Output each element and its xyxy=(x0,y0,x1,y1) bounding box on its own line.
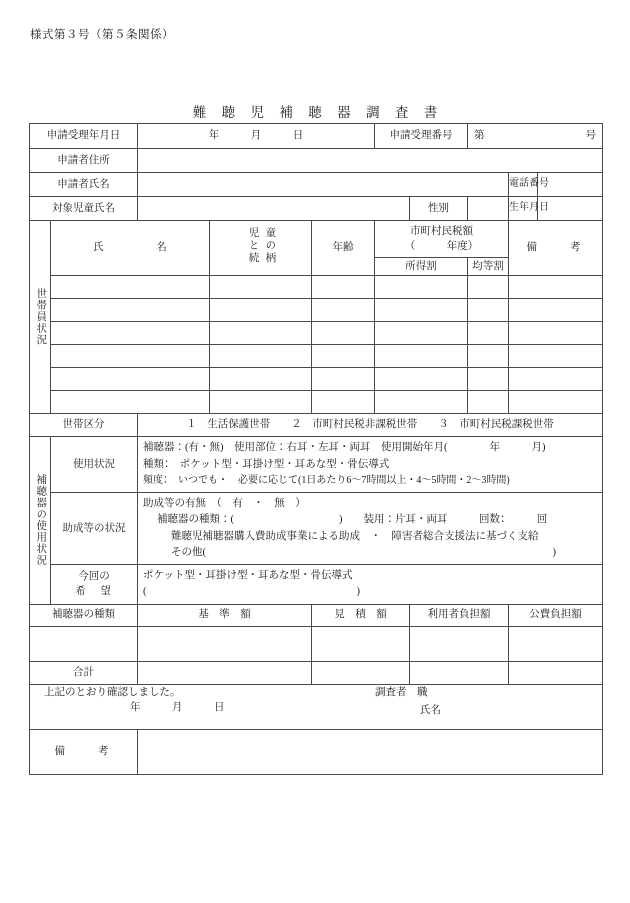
household-header-relation: 児と続 童の柄 xyxy=(210,221,312,276)
household-cell-name[interactable] xyxy=(51,322,210,345)
row-request xyxy=(30,565,603,605)
household-cell-name[interactable] xyxy=(51,345,210,368)
subsidy-line-2: 補聴器の種類：( ) 装用：片耳・両耳 回数： 回 xyxy=(157,514,548,526)
household-cell-age[interactable] xyxy=(312,345,375,368)
household-cell-tax-income[interactable] xyxy=(375,368,468,391)
row-applicant-address xyxy=(30,149,603,173)
cost-header-public-burden: 公費負担額 xyxy=(509,604,603,626)
cost-cell-type[interactable] xyxy=(30,626,138,661)
household-category-label: 世帯区分 xyxy=(30,414,138,437)
household-cell-age[interactable] xyxy=(312,368,375,391)
cost-header-type: 補聴器の種類 xyxy=(30,604,138,626)
form-number: 様式第３号（第５条関係） xyxy=(30,29,174,41)
usage-line-2: 種類： ポケット型・耳掛け型・耳あな型・骨伝導式 xyxy=(143,458,390,470)
household-cell-tax-percapita[interactable] xyxy=(468,276,509,299)
household-cell-remarks[interactable] xyxy=(509,368,603,391)
request-line-2: ( ) xyxy=(143,586,361,598)
household-cell-age[interactable] xyxy=(312,391,375,414)
household-cell-name[interactable] xyxy=(51,299,210,322)
child-name-field[interactable] xyxy=(138,197,410,221)
table-row xyxy=(30,322,603,345)
household-cell-remarks[interactable] xyxy=(509,391,603,414)
household-header-remarks: 備 考 xyxy=(509,221,603,276)
household-cell-tax-percapita[interactable] xyxy=(468,345,509,368)
row-confirmation xyxy=(30,684,603,729)
table-row xyxy=(30,368,603,391)
receipt-date-label: 申請受理年月日 xyxy=(30,124,138,149)
receipt-number-label: 申請受理番号 xyxy=(375,124,468,149)
table-row xyxy=(30,276,603,299)
cost-header-standard: 基 準 額 xyxy=(138,604,312,626)
household-cell-remarks[interactable] xyxy=(509,299,603,322)
household-cell-age[interactable] xyxy=(312,322,375,345)
household-cell-name[interactable] xyxy=(51,276,210,299)
household-header-tax-income: 所得割 xyxy=(375,258,468,276)
table-row xyxy=(30,345,603,368)
household-cell-tax-percapita[interactable] xyxy=(468,368,509,391)
household-header-name: 氏 名 xyxy=(51,221,210,276)
remarks-label: 備 考 xyxy=(30,729,138,774)
request-label: 今回の 希 望 xyxy=(51,565,138,605)
confirmation-statement: 上記のとおり確認しました。 xyxy=(44,686,181,698)
household-cell-tax-income[interactable] xyxy=(375,322,468,345)
receipt-number-prefix: 第 xyxy=(474,130,485,142)
row-household-category xyxy=(30,414,603,437)
birthdate-label: 生年月日 xyxy=(509,197,538,221)
applicant-name-field[interactable] xyxy=(138,173,509,197)
table-row xyxy=(30,626,603,661)
household-cell-remarks[interactable] xyxy=(509,276,603,299)
household-cell-tax-percapita[interactable] xyxy=(468,391,509,414)
row-usage-status xyxy=(30,437,603,493)
receipt-number-unit: 号 xyxy=(585,130,597,142)
household-cell-tax-income[interactable] xyxy=(375,391,468,414)
hearing-aid-side-label: 補聴器の使用状況 xyxy=(30,437,51,605)
household-header-tax: 市町村民税額 （ 年度） xyxy=(375,221,509,258)
confirmation-block[interactable] xyxy=(30,684,603,729)
usage-status-label: 使用状況 xyxy=(51,437,138,493)
usage-status-content[interactable] xyxy=(138,437,603,493)
subsidy-line-4: その他( ) xyxy=(171,546,557,558)
page-title: 難 聴 児 補 聴 器 調 査 書 xyxy=(192,105,444,120)
household-cell-relation[interactable] xyxy=(210,391,312,414)
subsidy-line-3: 難聴児補聴器購入費助成事業による助成 ・ 障害者総合支援法に基づく支給 xyxy=(171,530,539,542)
row-receipt xyxy=(30,124,603,149)
household-cell-tax-income[interactable] xyxy=(375,299,468,322)
subsidy-line-1: 助成等の有無 （ 有 ・ 無 ） xyxy=(143,498,306,509)
receipt-date-field[interactable]: 年 月 日 xyxy=(138,124,375,149)
subsidy-status-label: 助成等の状況 xyxy=(51,493,138,565)
gender-label: 性別 xyxy=(410,197,468,221)
household-cell-name[interactable] xyxy=(51,368,210,391)
remarks-field[interactable] xyxy=(138,729,603,774)
household-cell-remarks[interactable] xyxy=(509,345,603,368)
usage-line-1: 補聴器：(有・無) 使用部位：右耳・左耳・両耳 使用開始年月( 年 月) xyxy=(143,442,546,454)
household-cell-age[interactable] xyxy=(312,299,375,322)
cost-header-user-burden: 利用者負担額 xyxy=(410,604,509,626)
household-cell-relation[interactable] xyxy=(210,322,312,345)
row-subsidy-status xyxy=(30,493,603,565)
applicant-address-field[interactable] xyxy=(138,149,603,173)
household-cell-relation[interactable] xyxy=(210,276,312,299)
cost-cell-standard[interactable] xyxy=(138,626,312,661)
table-row xyxy=(30,299,603,322)
household-cell-tax-percapita[interactable] xyxy=(468,322,509,345)
household-cell-name[interactable] xyxy=(51,391,210,414)
household-cell-relation[interactable] xyxy=(210,368,312,391)
subsidy-status-content[interactable] xyxy=(138,493,603,565)
row-remarks xyxy=(30,729,603,774)
inspector-title-label: 調査者 職 xyxy=(375,686,428,698)
cost-header-estimate: 見 積 額 xyxy=(312,604,410,626)
household-header-age: 年齢 xyxy=(312,221,375,276)
household-header-tax-percapita: 均等割 xyxy=(468,258,509,276)
child-name-label: 対象児童氏名 xyxy=(30,197,138,221)
household-side-label: 世帯員状況 xyxy=(30,221,51,414)
household-cell-tax-income[interactable] xyxy=(375,345,468,368)
receipt-number-field[interactable] xyxy=(468,124,603,149)
survey-form-table xyxy=(29,123,603,775)
household-category-options[interactable]: １ 生活保護世帯 ２ 市町村民税非課税世帯 ３ 市町村民税課税世帯 xyxy=(138,414,603,437)
cost-cell-public-burden[interactable] xyxy=(509,626,603,661)
usage-line-3: 頻度： いつでも・ 必要に応じて(1日あたり6〜7時間以上・4〜5時間・2〜3時間) xyxy=(143,475,510,487)
gender-field[interactable] xyxy=(468,197,509,221)
household-cell-age[interactable] xyxy=(312,276,375,299)
row-cost-header xyxy=(30,604,603,626)
applicant-name-label: 申請者氏名 xyxy=(30,173,138,197)
household-cell-tax-income[interactable] xyxy=(375,276,468,299)
household-cell-relation[interactable] xyxy=(210,299,312,322)
inspector-name-label: 氏名 xyxy=(420,704,441,716)
cost-total-label: 合計 xyxy=(30,661,138,684)
row-household-header-1 xyxy=(30,221,603,258)
household-cell-relation[interactable] xyxy=(210,345,312,368)
household-cell-remarks[interactable] xyxy=(509,322,603,345)
table-row xyxy=(30,391,603,414)
row-applicant-name xyxy=(30,173,603,197)
cost-cell-user-burden[interactable] xyxy=(410,626,509,661)
row-child-name xyxy=(30,197,603,221)
phone-label: 電話番号 xyxy=(509,173,538,197)
confirmation-date[interactable]: 年 月 日 xyxy=(130,701,225,713)
request-content[interactable] xyxy=(138,565,603,605)
cost-cell-estimate[interactable] xyxy=(312,626,410,661)
applicant-address-label: 申請者住所 xyxy=(30,149,138,173)
request-line-1: ポケット型・耳掛け型・耳あな型・骨伝導式 xyxy=(143,570,353,582)
household-cell-tax-percapita[interactable] xyxy=(468,299,509,322)
